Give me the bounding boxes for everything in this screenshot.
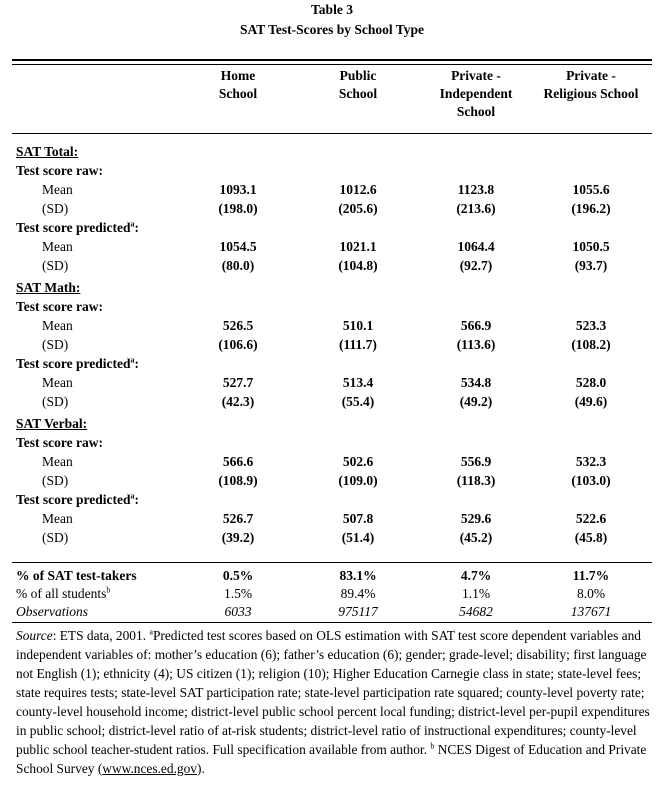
table-row xyxy=(0,471,664,490)
cell: (106.6) xyxy=(218,337,258,352)
header-rule xyxy=(12,133,652,134)
cell: (45.2) xyxy=(459,530,493,545)
row-label: Mean xyxy=(42,511,73,526)
cell: 1.1% xyxy=(461,586,491,601)
table-title: Table 3 xyxy=(311,2,353,17)
predicted-score-label: Test score predicted$^a$: xyxy=(16,219,139,235)
cell: 1012.6 xyxy=(339,182,377,197)
section-heading: SAT Total: xyxy=(16,144,79,159)
cell: 975117 xyxy=(338,604,378,619)
row-label: Mean xyxy=(42,375,73,390)
table-row xyxy=(0,237,664,256)
column-header-home-school: Home School xyxy=(218,68,258,101)
cell: 137671 xyxy=(570,604,612,619)
cell: 0.5% xyxy=(222,568,254,583)
cell: 1064.4 xyxy=(457,239,495,254)
cell: 89.4% xyxy=(340,586,376,601)
cell: (196.2) xyxy=(571,201,611,216)
row-label: Mean xyxy=(42,454,73,469)
cell: (104.8) xyxy=(338,258,378,273)
table-subtitle: SAT Test-Scores by School Type xyxy=(239,22,425,37)
raw-score-label: Test score raw: xyxy=(16,435,103,450)
bottom-rule xyxy=(12,622,652,623)
cell: 566.9 xyxy=(460,318,492,333)
cell: (113.6) xyxy=(456,337,496,352)
row-label: (SD) xyxy=(42,337,69,352)
table-row xyxy=(0,199,664,218)
table-row xyxy=(0,335,664,354)
table-row xyxy=(0,392,664,411)
cell: (39.2) xyxy=(221,530,255,545)
cell: 522.6 xyxy=(575,511,607,526)
predicted-score-label: Test score predicted$^a$: xyxy=(16,491,139,507)
column-header-private-religious: Private - Religious School xyxy=(543,68,639,101)
cell: 532.3 xyxy=(575,454,607,469)
cell: (51.4) xyxy=(341,530,375,545)
subheading-row xyxy=(0,218,664,237)
cell: (45.8) xyxy=(574,530,608,545)
row-label: Mean xyxy=(42,239,73,254)
cell: 510.1 xyxy=(342,318,374,333)
cell: (111.7) xyxy=(339,337,377,352)
cell: (55.4) xyxy=(341,394,375,409)
summary-row-observations xyxy=(0,602,664,621)
cell: (103.0) xyxy=(571,473,611,488)
raw-score-label: Test score raw: xyxy=(16,163,103,178)
cell: 507.8 xyxy=(342,511,374,526)
cell: 1055.6 xyxy=(572,182,610,197)
cell: 513.4 xyxy=(342,375,374,390)
top-rule-thick xyxy=(12,59,652,61)
cell: 523.3 xyxy=(575,318,607,333)
section-heading: SAT Math: xyxy=(16,280,81,295)
row-label: (SD) xyxy=(42,394,69,409)
cell: 8.0% xyxy=(576,586,606,601)
table-row xyxy=(0,509,664,528)
summary-label: % of all students$^b$ xyxy=(16,585,111,601)
cell: 1054.5 xyxy=(219,239,257,254)
cell: 528.0 xyxy=(575,375,607,390)
cell: 4.7% xyxy=(460,568,492,583)
subheading-row xyxy=(0,354,664,373)
subheading-row xyxy=(0,433,664,452)
row-label: (SD) xyxy=(42,530,69,545)
nces-link[interactable]: www.nces.ed.gov xyxy=(102,761,197,776)
row-label: Mean xyxy=(42,182,73,197)
table-row xyxy=(0,316,664,335)
section-heading-row xyxy=(0,142,664,161)
cell: 1021.1 xyxy=(339,239,377,254)
section-heading-row xyxy=(0,278,664,297)
summary-label: % of SAT test-takers xyxy=(16,568,137,583)
cell: 1.5% xyxy=(223,586,253,601)
section-heading-row xyxy=(0,414,664,433)
summary-row-sat-takers xyxy=(0,566,664,585)
table-row xyxy=(0,452,664,471)
cell: 526.5 xyxy=(222,318,254,333)
subheading-row xyxy=(0,297,664,316)
cell: 526.7 xyxy=(222,511,254,526)
cell: (213.6) xyxy=(456,201,496,216)
row-label: (SD) xyxy=(42,473,69,488)
cell: (93.7) xyxy=(574,258,608,273)
cell: (108.9) xyxy=(218,473,258,488)
cell: (109.0) xyxy=(338,473,378,488)
row-label: (SD) xyxy=(42,201,69,216)
cell: (118.3) xyxy=(456,473,496,488)
top-rule-thin xyxy=(12,64,652,65)
row-label: Mean xyxy=(42,318,73,333)
cell: 502.6 xyxy=(342,454,374,469)
column-header-public-school: Public School xyxy=(338,68,378,101)
cell: (49.6) xyxy=(574,394,608,409)
subheading-row xyxy=(0,490,664,509)
table-row xyxy=(0,180,664,199)
cell: (92.7) xyxy=(459,258,493,273)
cell: 566.6 xyxy=(222,454,254,469)
table-row xyxy=(0,528,664,547)
subheading-row xyxy=(0,161,664,180)
table-notes: Source: ETS data, 2001. $^a$Predicted test scores based on OLS estimation with SAT test score dependent variables and independent variables of: mother’s education (6); father’s education (6); gender; grade-level; disability; first language not English (1); ethnicity (4); US citizen (1); religion (10); Higher Education Carnegie class in state; state-level fees; state requires tests; state-level SAT participation rate; state-level participation rate squared; county-level poverty rate; county-level household income; district-level public school percent local funding; district-level per-pupil expenditures in public school; district-level ratio of at-risk students; district-level ratio of instructional expenditures; county-level public school teacher-student ratios. Full specification available from author. $^b$ NCES Digest of Education and Private School Survey (www.nces.ed.gov). xyxy=(16,627,650,776)
cell: 6033 xyxy=(224,604,252,619)
cell: 83.1% xyxy=(339,568,377,583)
cell: 11.7% xyxy=(572,568,610,583)
cell: (42.3) xyxy=(221,394,255,409)
table-row xyxy=(0,256,664,275)
cell: 1050.5 xyxy=(572,239,610,254)
cell: 1093.1 xyxy=(219,182,257,197)
section-heading: SAT Verbal: xyxy=(16,416,88,431)
cell: 534.8 xyxy=(460,375,492,390)
cell: (49.2) xyxy=(459,394,493,409)
raw-score-label: Test score raw: xyxy=(16,299,103,314)
cell: (205.6) xyxy=(338,201,378,216)
cell: (108.2) xyxy=(571,337,611,352)
summary-label: Observations xyxy=(16,604,88,619)
cell: 527.7 xyxy=(222,375,254,390)
predicted-score-label: Test score predicted$^a$: xyxy=(16,355,139,371)
cell: 529.6 xyxy=(460,511,492,526)
cell: 556.9 xyxy=(460,454,492,469)
cell: (198.0) xyxy=(218,201,258,216)
cell: 1123.8 xyxy=(457,182,495,197)
summary-rule xyxy=(12,562,652,563)
cell: (80.0) xyxy=(221,258,255,273)
column-header-private-independent: Private - Independent School xyxy=(439,68,513,119)
summary-row-all-students xyxy=(0,584,664,603)
table-row xyxy=(0,373,664,392)
cell: 54682 xyxy=(459,604,493,619)
row-label: (SD) xyxy=(42,258,69,273)
